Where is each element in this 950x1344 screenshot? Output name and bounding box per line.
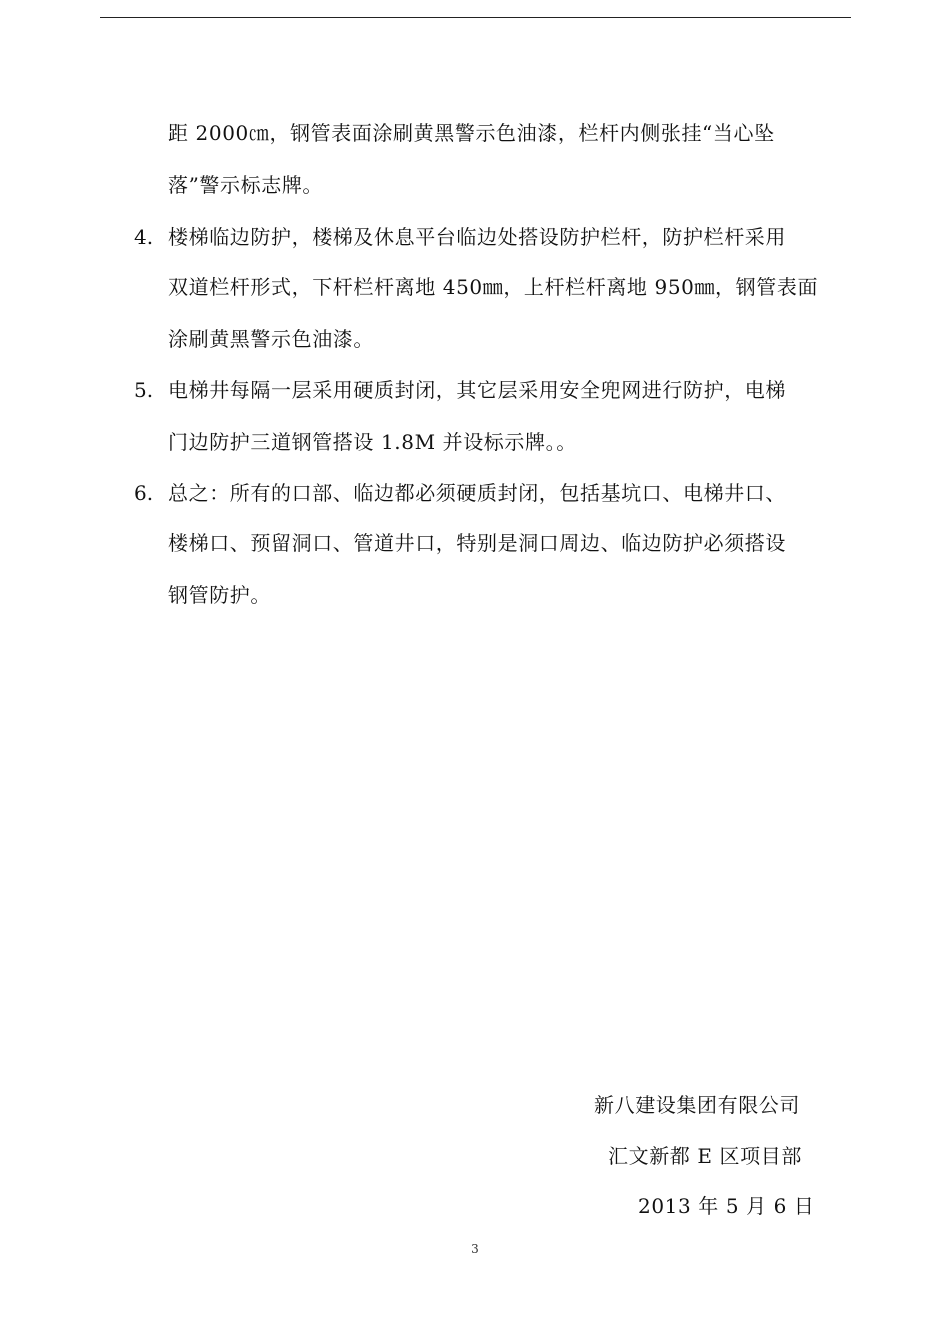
page-number: 3: [471, 1242, 479, 1256]
signature-department: 汇文新都 E 区项目部: [608, 1144, 802, 1168]
signature-company: 新八建设集团有限公司: [594, 1093, 800, 1117]
item-5-line-2: 门边防护三道钢管搭设 1.8M 并设标示牌。。: [168, 430, 577, 454]
item-6-line-2: 楼梯口、预留洞口、管道井口，特别是洞口周边、临边防护必须搭设: [168, 531, 786, 555]
item-5-line-1: 电梯井每隔一层采用硬质封闭，其它层采用安全兜网进行防护，电梯: [168, 378, 786, 402]
item-number-6: 6.: [134, 481, 154, 505]
item-6-line-3: 钢管防护。: [168, 583, 271, 607]
header-rule: [100, 17, 851, 18]
item-4-line-3: 涂刷黄黑警示色油漆。: [168, 327, 374, 351]
item-number-5: 5.: [134, 378, 154, 402]
continuation-line-2: 落”警示标志牌。: [168, 173, 324, 197]
item-6-line-1: 总之：所有的口部、临边都必须硬质封闭，包括基坑口、电梯井口、: [168, 481, 786, 505]
item-4-line-2: 双道栏杆形式，下杆栏杆离地 450㎜，上杆栏杆离地 950㎜，钢管表面: [168, 275, 819, 299]
signature-date: 2013 年 5 月 6 日: [638, 1194, 815, 1218]
item-number-4: 4.: [134, 225, 154, 249]
item-4-line-1: 楼梯临边防护，楼梯及休息平台临边处搭设防护栏杆，防护栏杆采用: [168, 225, 786, 249]
continuation-line-1: 距 2000㎝，钢管表面涂刷黄黑警示色油漆，栏杆内侧张挂“当心坠: [168, 121, 775, 145]
